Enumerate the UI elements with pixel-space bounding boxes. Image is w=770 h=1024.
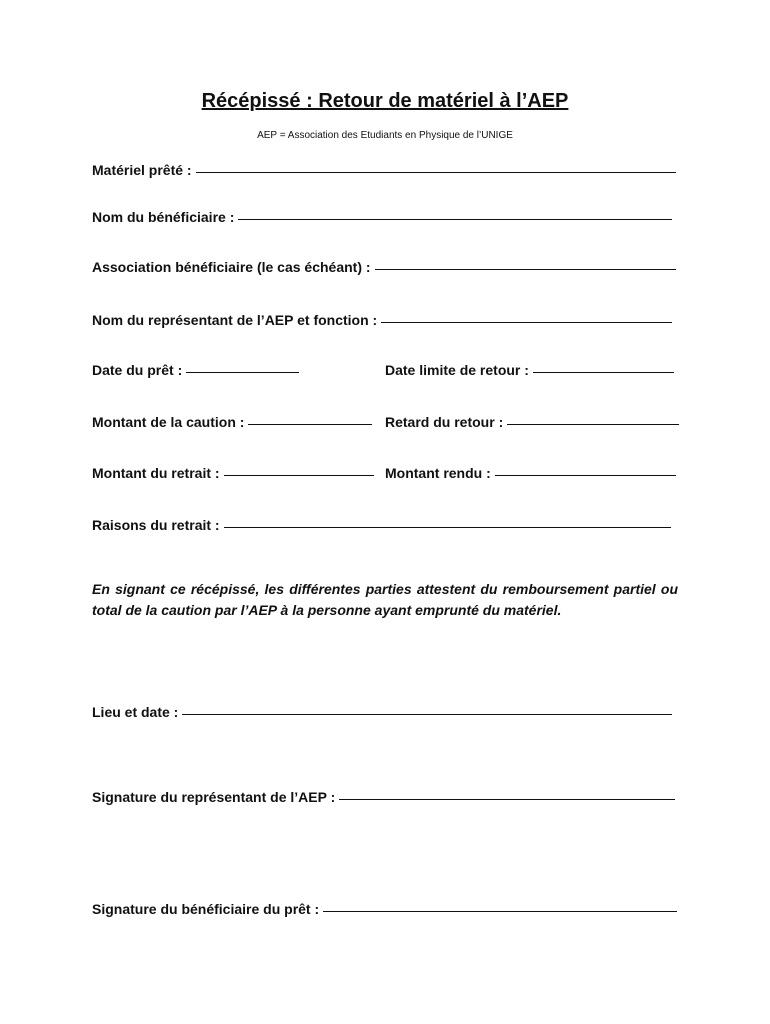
field-nom-beneficiaire[interactable]	[92, 209, 672, 225]
field-association-beneficiaire[interactable]	[92, 259, 676, 275]
field-montant-retrait[interactable]	[92, 465, 374, 481]
field-label: Matériel prêté :	[92, 162, 192, 178]
field-montant-caution[interactable]	[92, 414, 372, 430]
field-label: Signature du bénéficiaire du prêt :	[92, 901, 320, 917]
field-date-limite-retour[interactable]	[385, 362, 674, 378]
field-label: Lieu et date :	[92, 704, 179, 720]
blank-line[interactable]	[533, 371, 674, 373]
attestation-statement: En signant ce récépissé, les différentes parties attestent du remboursement partiel ou total de la caution par l’AEP à la personne ayant emprunté du matériel.	[92, 581, 678, 618]
blank-line[interactable]	[495, 474, 676, 476]
blank-line[interactable]	[224, 526, 671, 528]
field-date-pret[interactable]	[92, 362, 299, 378]
blank-line[interactable]	[186, 371, 299, 373]
field-label: Date limite de retour :	[385, 362, 529, 378]
field-label: Signature du représentant de l’AEP :	[92, 789, 336, 805]
blank-line[interactable]	[248, 423, 372, 425]
blank-line[interactable]	[375, 268, 676, 270]
field-signature-representant[interactable]	[92, 789, 675, 805]
field-label: Association bénéficiaire (le cas échéant) :	[92, 259, 371, 275]
field-nom-representant[interactable]	[92, 312, 672, 328]
blank-line[interactable]	[381, 321, 672, 323]
field-signature-beneficiaire[interactable]	[92, 901, 677, 917]
field-label: Date du prêt :	[92, 362, 183, 378]
blank-line[interactable]	[224, 474, 374, 476]
field-raisons-retrait[interactable]	[92, 517, 671, 533]
field-retard-retour[interactable]	[385, 414, 679, 430]
field-label: Retard du retour :	[385, 414, 504, 430]
blank-line[interactable]	[323, 910, 677, 912]
field-label: Montant du retrait :	[92, 465, 220, 481]
blank-line[interactable]	[196, 171, 676, 173]
field-label: Montant rendu :	[385, 465, 491, 481]
field-materiel-prete[interactable]	[92, 162, 676, 178]
blank-line[interactable]	[238, 218, 672, 220]
field-label: Montant de la caution :	[92, 414, 245, 430]
document-title: Récépissé : Retour de matériel à l’AEP	[201, 90, 569, 112]
field-label: Raisons du retrait :	[92, 517, 220, 533]
blank-line[interactable]	[507, 423, 679, 425]
field-montant-rendu[interactable]	[385, 465, 676, 481]
field-label: Nom du représentant de l’AEP et fonction :	[92, 312, 378, 328]
blank-line[interactable]	[182, 713, 672, 715]
field-label: Nom du bénéficiaire :	[92, 209, 235, 225]
field-lieu-date[interactable]	[92, 704, 672, 720]
document-subtitle: AEP = Association des Etudiants en Physique de l’UNIGE	[257, 130, 513, 141]
blank-line[interactable]	[339, 798, 675, 800]
